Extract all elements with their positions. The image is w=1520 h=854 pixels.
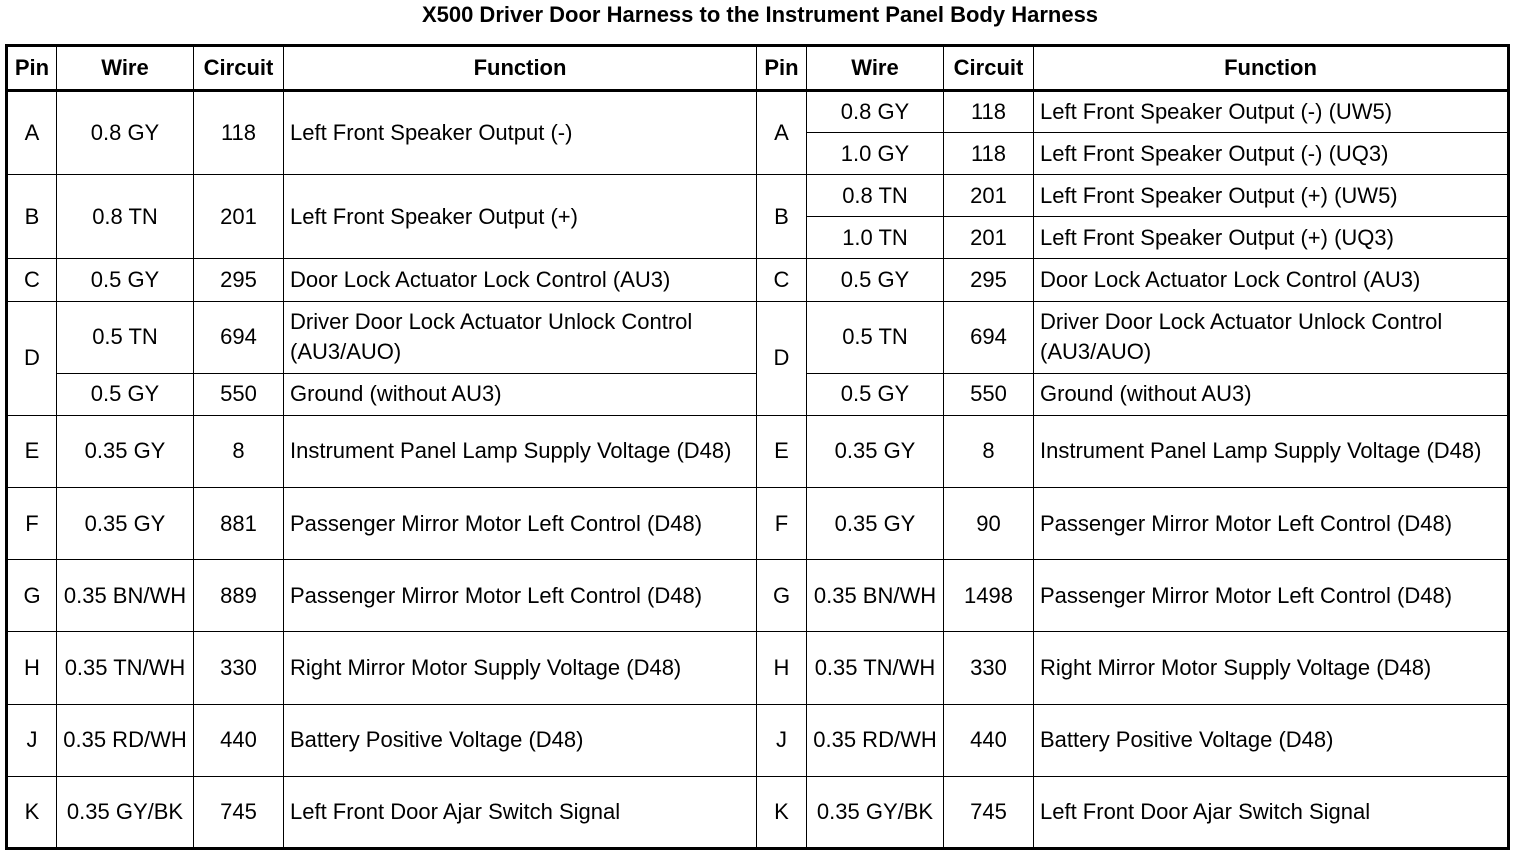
table-cell: 90 [944, 488, 1034, 560]
table-cell: D [757, 301, 807, 415]
table-cell: 8 [194, 415, 284, 487]
table-cell: 694 [194, 301, 284, 373]
table-row [7, 560, 1509, 632]
table-cell: Battery Positive Voltage (D48) [1034, 704, 1509, 776]
table-cell: F [757, 488, 807, 560]
table-cell: 889 [194, 560, 284, 632]
table-cell: 550 [944, 373, 1034, 415]
table-cell: 1.0 GY [807, 133, 944, 175]
table-row [7, 488, 1509, 560]
table-cell: A [757, 91, 807, 175]
table-cell: 0.5 GY [57, 259, 194, 301]
table-row [7, 91, 1509, 133]
table-cell: 0.35 RD/WH [807, 704, 944, 776]
harness-pinout-table [5, 44, 1510, 850]
table-cell: Door Lock Actuator Lock Control (AU3) [1034, 259, 1509, 301]
table-cell: 0.35 BN/WH [57, 560, 194, 632]
table-cell: 0.35 GY [57, 488, 194, 560]
table-row [7, 632, 1509, 704]
table-cell: Passenger Mirror Motor Left Control (D48) [1034, 560, 1509, 632]
table-cell: Ground (without AU3) [284, 373, 757, 415]
table-cell: Passenger Mirror Motor Left Control (D48) [284, 560, 757, 632]
table-cell: 0.5 GY [57, 373, 194, 415]
table-cell: Left Front Speaker Output (+) (UQ3) [1034, 217, 1509, 259]
table-cell: 0.5 TN [807, 301, 944, 373]
table-cell: A [7, 91, 57, 175]
table-row [7, 704, 1509, 776]
table-cell: 295 [194, 259, 284, 301]
table-cell: E [7, 415, 57, 487]
table-cell: 0.8 GY [807, 91, 944, 133]
table-cell: G [757, 560, 807, 632]
table-cell: Instrument Panel Lamp Supply Voltage (D48) [1034, 415, 1509, 487]
table-cell: B [757, 175, 807, 259]
table-cell: 118 [944, 133, 1034, 175]
table-cell: 0.35 GY [57, 415, 194, 487]
table-cell: 330 [194, 632, 284, 704]
table-cell: 0.8 TN [57, 175, 194, 259]
table-cell: Left Front Speaker Output (-) (UW5) [1034, 91, 1509, 133]
table-cell: 201 [194, 175, 284, 259]
table-cell: 881 [194, 488, 284, 560]
table-cell: 0.5 GY [807, 259, 944, 301]
table-cell: Right Mirror Motor Supply Voltage (D48) [1034, 632, 1509, 704]
table-row [7, 301, 1509, 373]
table-cell: 440 [944, 704, 1034, 776]
table-cell: Left Front Speaker Output (+) (UW5) [1034, 175, 1509, 217]
table-cell: 0.35 TN/WH [57, 632, 194, 704]
table-cell: K [7, 776, 57, 848]
table-cell: J [7, 704, 57, 776]
header-circuit: Circuit [944, 46, 1034, 91]
table-cell: B [7, 175, 57, 259]
table-cell: Left Front Door Ajar Switch Signal [1034, 776, 1509, 848]
table-cell: 1498 [944, 560, 1034, 632]
table-cell: Passenger Mirror Motor Left Control (D48) [284, 488, 757, 560]
table-cell: 295 [944, 259, 1034, 301]
table-row [7, 259, 1509, 301]
table-cell: Instrument Panel Lamp Supply Voltage (D48) [284, 415, 757, 487]
header-pin: Pin [7, 46, 57, 91]
table-cell: 0.35 GY/BK [57, 776, 194, 848]
table-cell: 745 [944, 776, 1034, 848]
table-cell: C [757, 259, 807, 301]
table-cell: C [7, 259, 57, 301]
table-cell: 118 [944, 91, 1034, 133]
table-row [7, 415, 1509, 487]
table-cell: 745 [194, 776, 284, 848]
table-cell: H [7, 632, 57, 704]
table-body [7, 91, 1509, 849]
table-cell: 0.35 GY [807, 488, 944, 560]
table-cell: 0.35 RD/WH [57, 704, 194, 776]
table-cell: 0.5 TN [57, 301, 194, 373]
table-cell: 0.8 GY [57, 91, 194, 175]
table-cell: 0.35 TN/WH [807, 632, 944, 704]
table-cell: J [757, 704, 807, 776]
table-cell: Ground (without AU3) [1034, 373, 1509, 415]
table-cell: Driver Door Lock Actuator Unlock Control (AU3/AUO) [1034, 301, 1509, 373]
table-cell: Door Lock Actuator Lock Control (AU3) [284, 259, 757, 301]
table-cell: Driver Door Lock Actuator Unlock Control (AU3/AUO) [284, 301, 757, 373]
header-function: Function [1034, 46, 1509, 91]
table-cell: D [7, 301, 57, 415]
table-cell: 0.5 GY [807, 373, 944, 415]
table-cell: 330 [944, 632, 1034, 704]
header-wire: Wire [57, 46, 194, 91]
header-function: Function [284, 46, 757, 91]
table-cell: Left Front Speaker Output (-) (UQ3) [1034, 133, 1509, 175]
header-pin: Pin [757, 46, 807, 91]
table-cell: Passenger Mirror Motor Left Control (D48) [1034, 488, 1509, 560]
table-cell: Right Mirror Motor Supply Voltage (D48) [284, 632, 757, 704]
table-cell: 0.8 TN [807, 175, 944, 217]
table-cell: 201 [944, 217, 1034, 259]
table-cell: Left Front Door Ajar Switch Signal [284, 776, 757, 848]
table-cell: F [7, 488, 57, 560]
table-cell: 0.35 GY [807, 415, 944, 487]
table-cell: H [757, 632, 807, 704]
header-circuit: Circuit [194, 46, 284, 91]
table-cell: 0.35 BN/WH [807, 560, 944, 632]
table-row [7, 175, 1509, 217]
table-cell: K [757, 776, 807, 848]
table-cell: 440 [194, 704, 284, 776]
table-cell: 201 [944, 175, 1034, 217]
table-cell: 694 [944, 301, 1034, 373]
table-cell: 550 [194, 373, 284, 415]
table-cell: 8 [944, 415, 1034, 487]
table-cell: 0.35 GY/BK [807, 776, 944, 848]
table-cell: Left Front Speaker Output (-) [284, 91, 757, 175]
table-header-row [7, 46, 1509, 91]
table-cell: E [757, 415, 807, 487]
table-cell: G [7, 560, 57, 632]
table-cell: Battery Positive Voltage (D48) [284, 704, 757, 776]
table-row [7, 776, 1509, 848]
table-cell: 1.0 TN [807, 217, 944, 259]
document-title: X500 Driver Door Harness to the Instrument Panel Body Harness [421, 2, 1099, 27]
header-wire: Wire [807, 46, 944, 91]
table-cell: 118 [194, 91, 284, 175]
table-cell: Left Front Speaker Output (+) [284, 175, 757, 259]
